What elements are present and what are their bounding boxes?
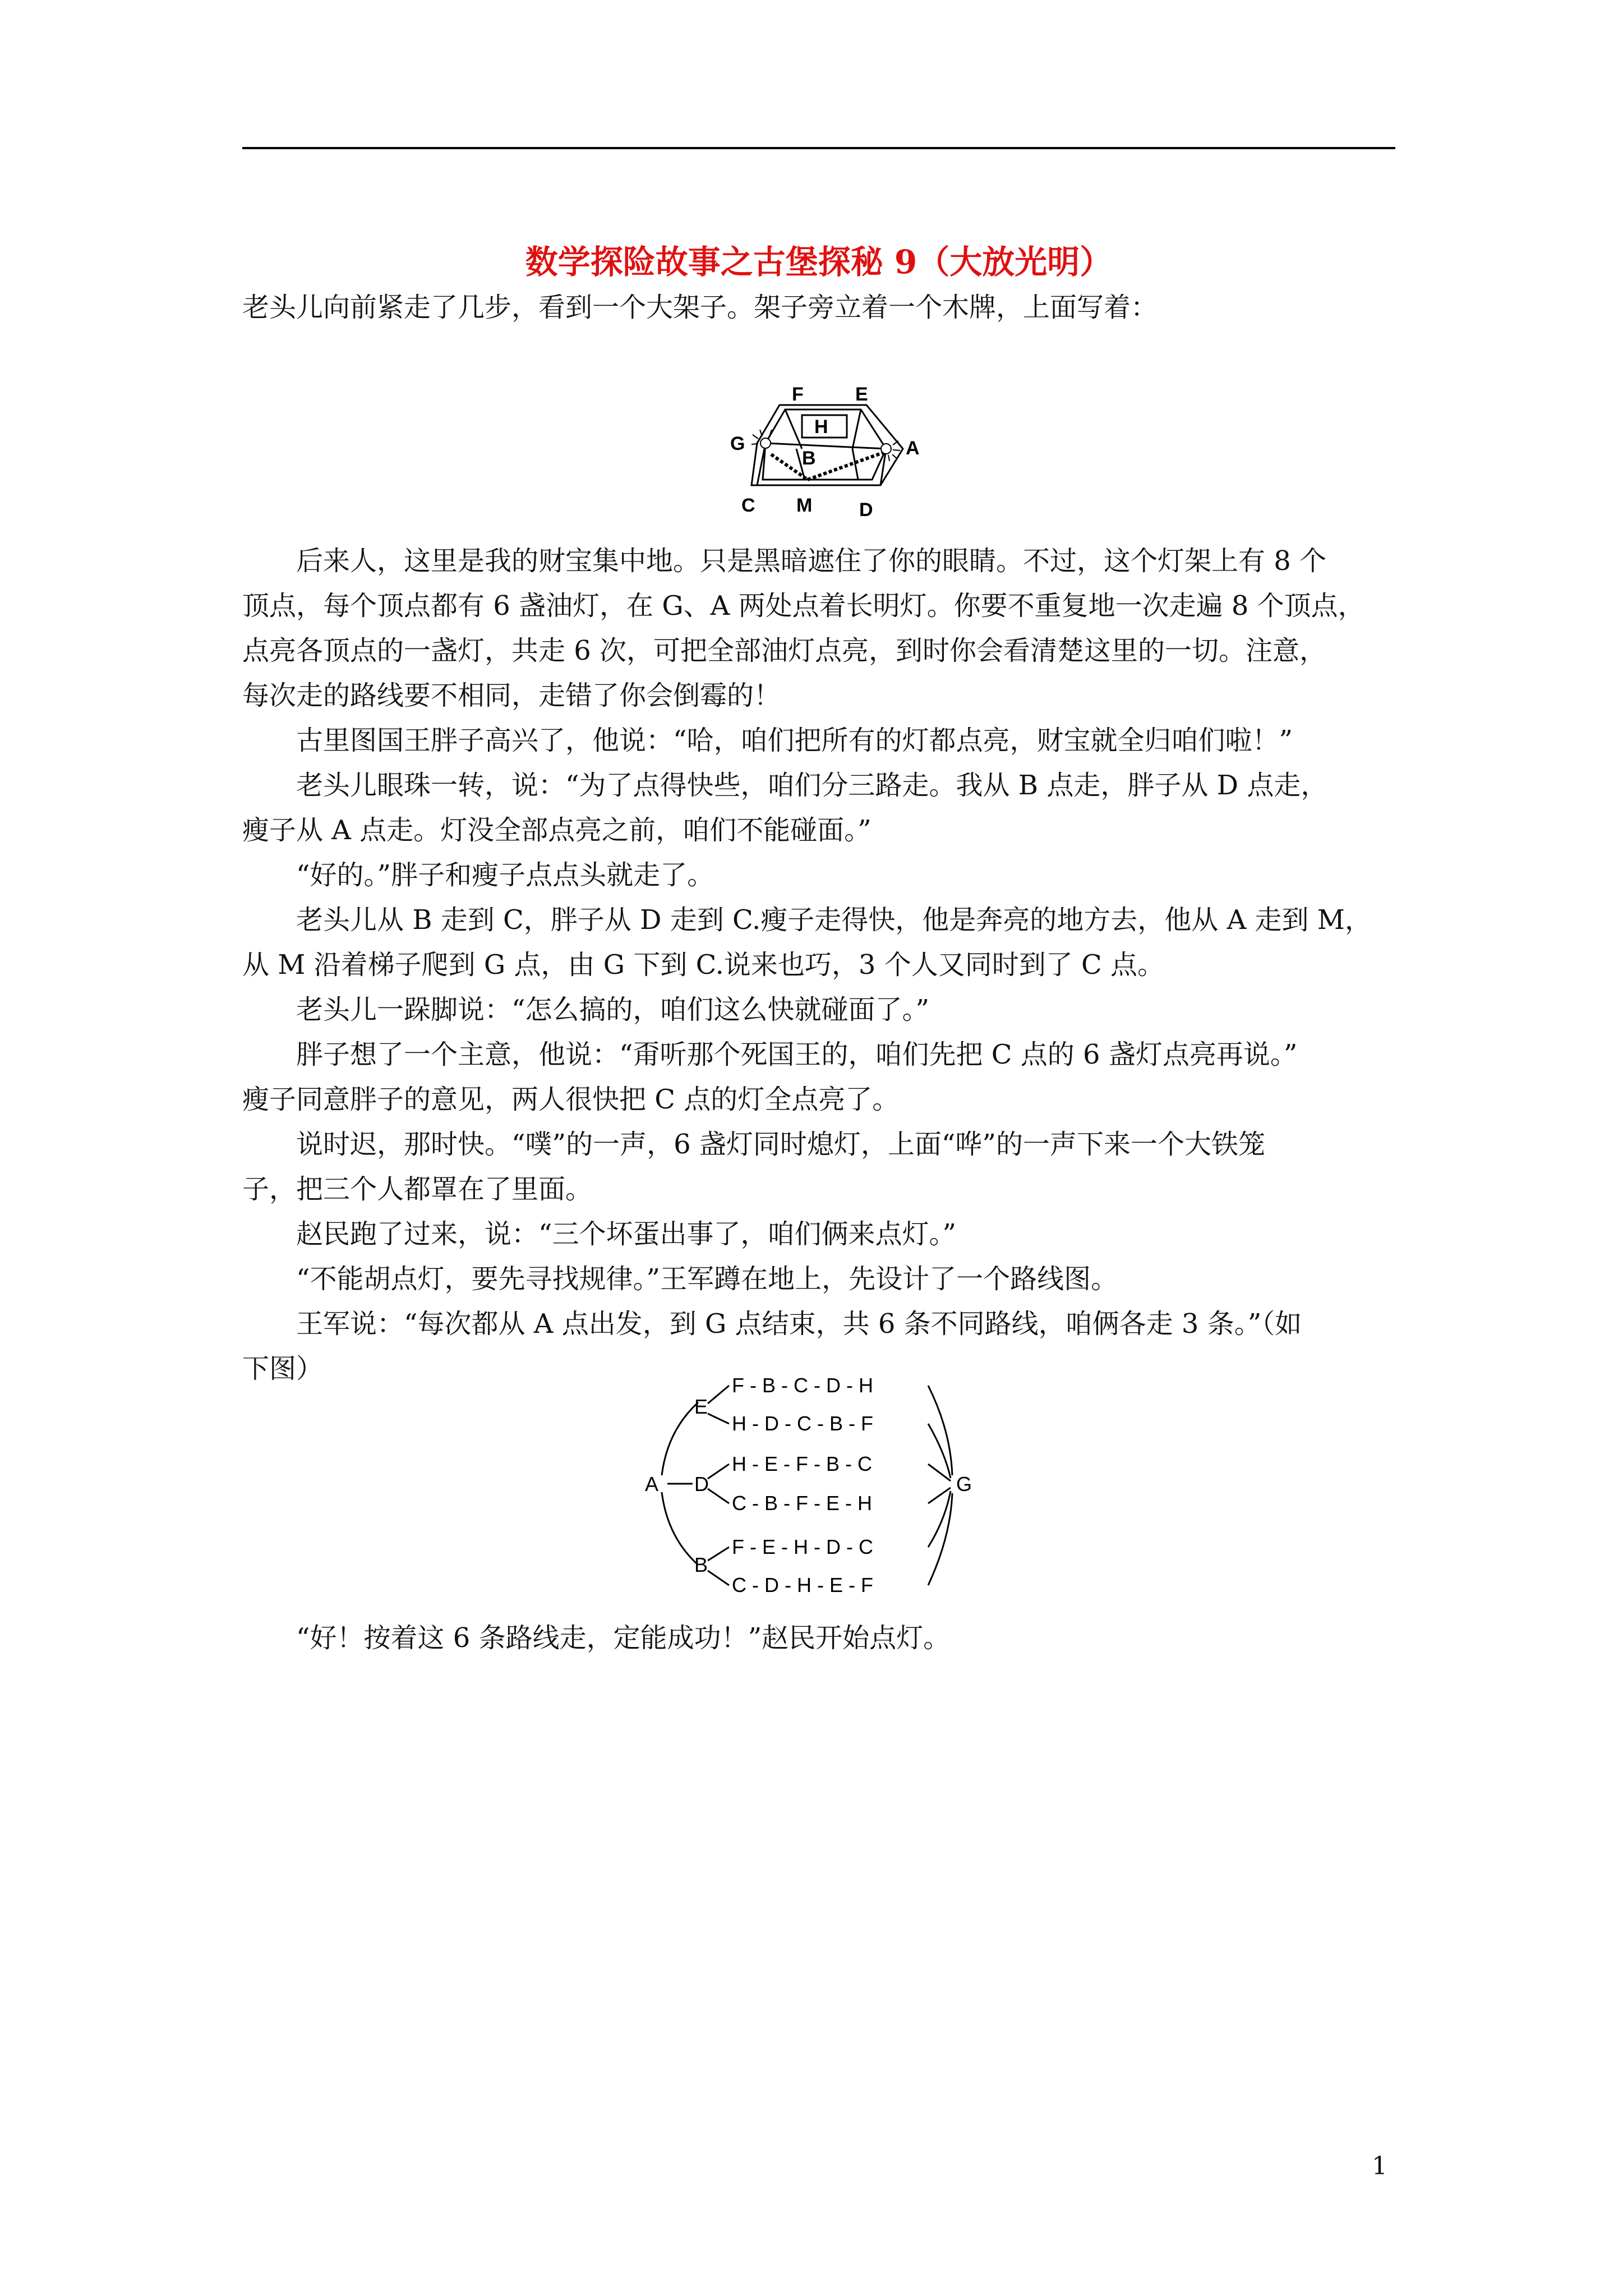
paragraph-line: 点亮各顶点的一盏灯，共走 6 次，可把全部油灯点亮，到时你会看清楚这里的一切。注意， [242, 635, 1327, 666]
vertex-label-d: D [859, 499, 873, 521]
closing-paragraph: “好！按着这 6 条路线走，定能成功！”赵民开始点灯。 [296, 1622, 951, 1654]
paragraph-line: 顶点，每个顶点都有 6 盏油灯，在 G、A 两处点着长明灯。你要不重复地一次走遍 8 个顶点， [242, 590, 1365, 622]
paragraph-line: “好的。”胖子和瘦子点点头就走了。 [296, 859, 714, 891]
route-branch-node: D [694, 1473, 709, 1496]
paragraph-line: “不能胡点灯，要先寻找规律。”王军蹲在地上，先设计了一个路线图。 [296, 1263, 1118, 1295]
paragraph-line: 赵民跑了过来，说：“三个坏蛋出事了，咱们俩来点灯。” [296, 1218, 957, 1250]
route-branch-node: E [694, 1395, 708, 1418]
header-rule [242, 147, 1395, 149]
paragraph-line: 老头儿从 B 走到 C，胖子从 D 走到 C.瘦子走得快，他是奔亮的地方去，他从 A 走到 M， [296, 904, 1372, 936]
route-diagram [645, 1369, 993, 1604]
route-path: F - E - H - D - C [732, 1535, 873, 1558]
paragraph-line: 从 M 沿着梯子爬到 G 点，由 G 下到 C.说来也巧，3 个人又同时到了 C 点。 [242, 949, 1164, 981]
paragraph-line: 后来人，这里是我的财宝集中地。只是黑暗遮住了你的眼睛。不过，这个灯架上有 8 个 [296, 545, 1327, 577]
page-number: 1 [1372, 2152, 1387, 2180]
vertex-label-g: G [730, 433, 745, 454]
route-end-node: G [956, 1473, 972, 1496]
route-path: F - B - C - D - H [732, 1374, 873, 1397]
lamp-frame-figure [718, 359, 942, 522]
paragraph-line: 胖子想了一个主意，他说：“甭听那个死国王的，咱们先把 C 点的 6 盏灯点亮再说。” [296, 1039, 1298, 1070]
vertex-label-a: A [906, 438, 920, 459]
vertex-label-m: M [796, 495, 813, 516]
vertex-label-h: H [814, 416, 828, 438]
paragraph-line: 说时迟，那时快。“噗”的一声，6 盏灯同时熄灯，上面“哗”的一声下来一个大铁笼 [296, 1129, 1265, 1160]
paragraph-line: 瘦子同意胖子的意见，两人很快把 C 点的灯全点亮了。 [242, 1084, 900, 1115]
document-title: 数学探险故事之古堡探秘 9（大放光明） [525, 242, 1113, 281]
paragraph-line: 子，把三个人都罩在了里面。 [242, 1174, 593, 1205]
route-path: H - D - C - B - F [732, 1412, 873, 1435]
route-path: C - D - H - E - F [732, 1573, 873, 1596]
paragraph-line: 下图） [242, 1353, 324, 1384]
paragraph-line: 老头儿眼珠一转，说：“为了点得快些，咱们分三路走。我从 B 点走，胖子从 D 点走， [296, 770, 1328, 801]
route-path: H - E - F - B - C [732, 1452, 872, 1475]
vertex-label-b: B [802, 448, 816, 469]
route-branch-node: B [694, 1553, 708, 1576]
route-path: C - B - F - E - H [732, 1492, 872, 1515]
vertex-label-c: C [741, 495, 755, 516]
paragraph-line: 老头儿一跺脚说：“怎么搞的，咱们这么快就碰面了。” [296, 994, 930, 1025]
paragraph-line: 每次走的路线要不相同，走错了你会倒霉的！ [242, 680, 781, 711]
intro-paragraph: 老头儿向前紧走了几步，看到一个大架子。架子旁立着一个木牌，上面写着： [242, 292, 1158, 323]
paragraph-line: 古里图国王胖子高兴了，他说：“哈，咱们把所有的灯都点亮，财宝就全归咱们啦！” [296, 725, 1293, 756]
paragraph-line: 王军说：“每次都从 A 点出发，到 G 点结束，共 6 条不同路线，咱俩各走 3 条。”（如 [296, 1308, 1302, 1340]
vertex-label-f: F [792, 384, 804, 405]
route-start-node: A [645, 1473, 659, 1496]
paragraph-line: 瘦子从 A 点走。灯没全部点亮之前，咱们不能碰面。” [242, 815, 872, 846]
vertex-label-e: E [855, 384, 868, 405]
